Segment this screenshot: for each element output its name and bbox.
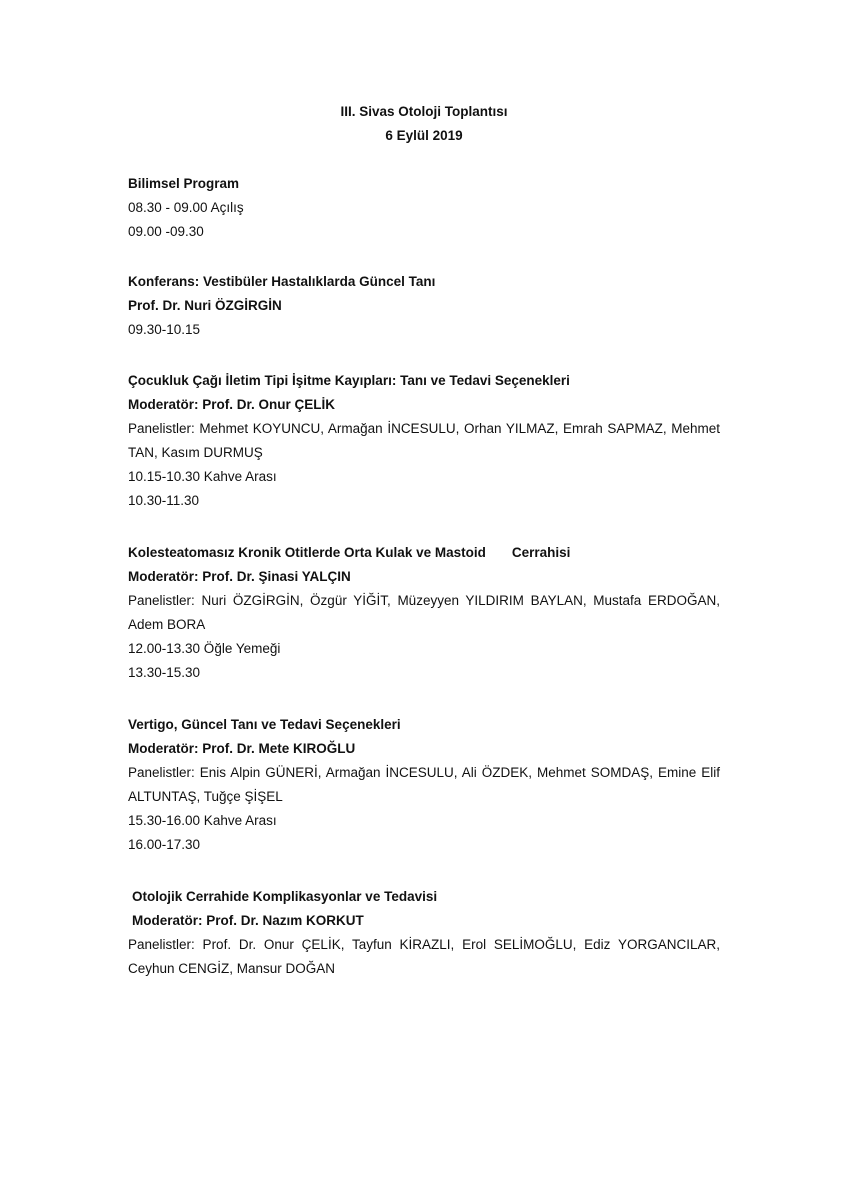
time-slot: 09.00 -09.30: [128, 224, 204, 239]
document-title: III. Sivas Otoloji Toplantısı: [340, 104, 508, 119]
session-title-part2: Cerrahisi: [511, 545, 571, 560]
session-panel-3: [128, 713, 720, 857]
time-slot: 09.30-10.15: [128, 322, 201, 337]
document-date: 6 Eylül 2019: [385, 128, 463, 143]
session-moderator: Moderatör: Prof. Dr. Nazım KORKUT: [132, 913, 364, 928]
opening-time: 08.30 - 09.00 Açılış: [128, 200, 244, 215]
session-title: [128, 541, 720, 565]
session-panelists: Panelistler: Mehmet KOYUNCU, Armağan İNCESULU, Orhan YILMAZ, Emrah SAPMAZ, Mehmet TAN, Kasım DURMUŞ: [128, 421, 720, 460]
break-time: 15.30-16.00 Kahve Arası: [128, 813, 277, 828]
session-title: Konferans: Vestibüler Hastalıklarda Güncel Tanı: [128, 274, 436, 289]
session-panelists: Panelistler: Enis Alpin GÜNERİ, Armağan İNCESULU, Ali ÖZDEK, Mehmet SOMDAŞ, Emine Elif ALTUNTAŞ, Tuğçe ŞİŞEL: [128, 765, 720, 804]
session-speaker: Prof. Dr. Nuri ÖZGİRGİN: [128, 298, 282, 313]
session-moderator: Moderatör: Prof. Dr. Şinasi YALÇIN: [128, 569, 351, 584]
time-slot: 10.30-11.30: [128, 493, 200, 508]
program-intro: [128, 172, 720, 244]
session-panel-2: [128, 541, 720, 685]
session-moderator: Moderatör: Prof. Dr. Mete KIROĞLU: [128, 741, 356, 756]
time-slot: 13.30-15.30: [128, 665, 201, 680]
session-panel-1: [128, 369, 720, 513]
session-title: Vertigo, Güncel Tanı ve Tedavi Seçenekleri: [128, 717, 401, 732]
session-title: Otolojik Cerrahide Komplikasyonlar ve Tedavisi: [132, 889, 438, 904]
break-time: 10.15-10.30 Kahve Arası: [128, 469, 277, 484]
session-panelists: Panelistler: Nuri ÖZGİRGİN, Özgür YİĞİT, Müzeyyen YILDIRIM BAYLAN, Mustafa ERDOĞAN, Adem BORA: [128, 593, 720, 632]
time-slot: 16.00-17.30: [128, 837, 201, 852]
session-moderator: Moderatör: Prof. Dr. Onur ÇELİK: [128, 397, 336, 412]
lunch-time: 12.00-13.30 Öğle Yemeği: [128, 641, 281, 656]
session-panel-4: [128, 885, 720, 981]
program-heading: Bilimsel Program: [128, 176, 240, 191]
session-panelists: Panelistler: Prof. Dr. Onur ÇELİK, Tayfun KİRAZLI, Erol SELİMOĞLU, Ediz YORGANCILAR, Ceyhun CENGİZ, Mansur DOĞAN: [128, 937, 720, 976]
session-conference: [128, 270, 720, 342]
session-title-part1: Kolesteatomasız Kronik Otitlerde Orta Kulak ve Mastoid: [128, 545, 486, 560]
session-title: Çocukluk Çağı İletim Tipi İşitme Kayıpları: Tanı ve Tedavi Seçenekleri: [128, 373, 570, 388]
